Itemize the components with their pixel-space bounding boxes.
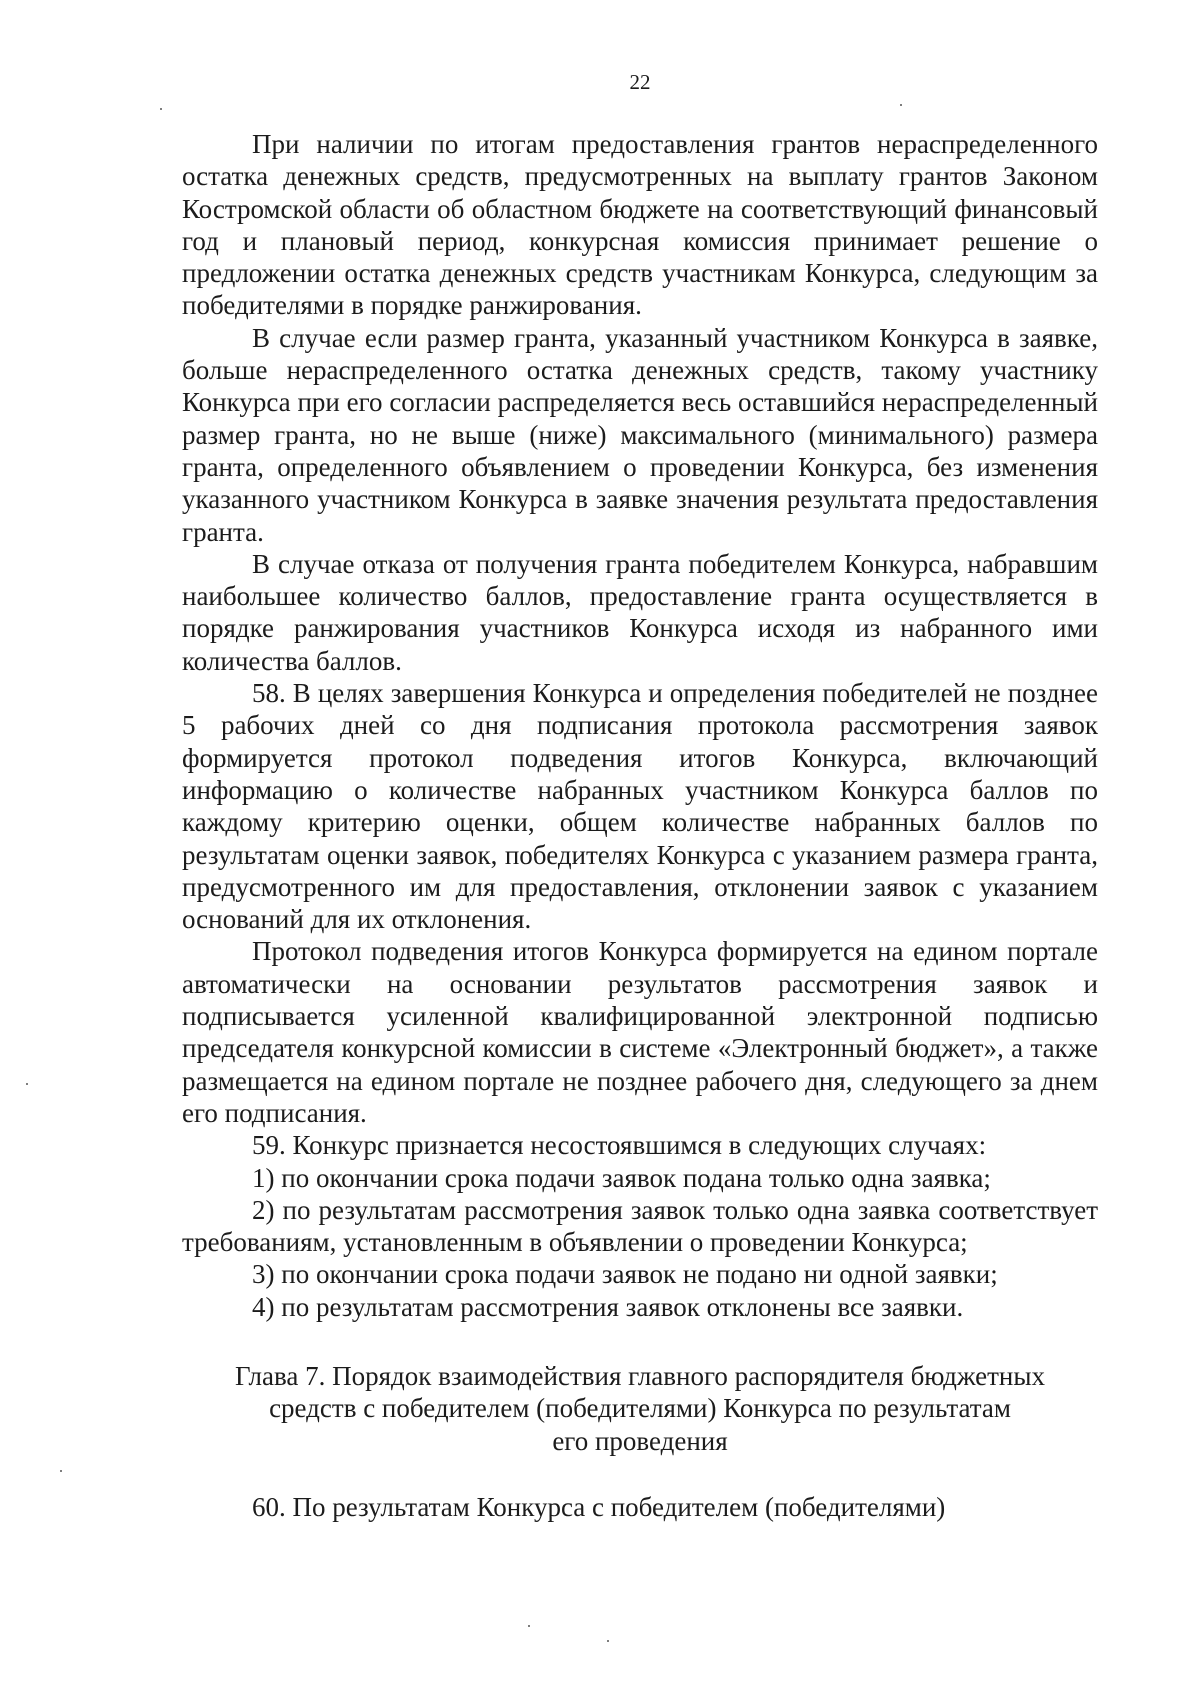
paragraph-remaining-funds: При наличии по итогам предоставления грантов нераспределенного остатка денежных средств, предусмотренных на выплату грантов Законом Костромской области об областном бюджете на соответствующий финансовый год и плановый период, конкурсная комиссия принимает решение о предложении остатка денежных средств участникам Конкурса, следующим за победителями в порядке ранжирования.	[182, 129, 1098, 321]
scan-speck	[60, 1470, 62, 1472]
scan-speck	[528, 1625, 530, 1627]
list-item-59-1: 1) по окончании срока подачи заявок подана только одна заявка;	[252, 1162, 991, 1193]
chapter-heading-line-2: средств с победителем (победителями) Конкурса по результатам	[269, 1393, 1011, 1424]
paragraph-item-60: 60. По результатам Конкурса с победителем (победителями)	[252, 1491, 946, 1522]
paragraph-winner-refusal: В случае отказа от получения гранта победителем Конкурса, набравшим наибольшее количество баллов, предоставление гранта осуществляется в порядке ранжирования участников Конкурса исходя из набранного ими количества баллов.	[182, 548, 1098, 676]
paragraph-protocol-formation: Протокол подведения итогов Конкурса формируется на едином портале автоматически на основании результатов рассмотрения заявок и подписывается усиленной квалифицированной электронной подписью председателя конкурсной комиссии в системе «Электронный бюджет», а также размещается на едином портале не позднее рабочего дня, следующего за днем его подписания.	[182, 936, 1098, 1128]
scan-speck	[26, 1083, 28, 1085]
list-item-59-4: 4) по результатам рассмотрения заявок отклонены все заявки.	[252, 1291, 964, 1322]
list-item-59-3: 3) по окончании срока подачи заявок не подано ни одной заявки;	[252, 1259, 998, 1290]
scan-speck	[607, 1640, 609, 1642]
paragraph-item-59: 59. Конкурс признается несостоявшимся в следующих случаях:	[252, 1130, 987, 1161]
paragraph-grant-size-exceeds: В случае если размер гранта, указанный участником Конкурса в заявке, больше нераспределенного остатка денежных средств, такому участнику Конкурса при его согласии распределяется весь оставшийся нераспределенный размер гранта, но не выше (ниже) максимального (минимального) размера гранта, определенного объявлением о проведении Конкурса, без изменения указанного участником Конкурса в заявке значения результата предоставления гранта.	[182, 322, 1098, 547]
paragraph-item-58: 58. В целях завершения Конкурса и определения победителей не позднее 5 рабочих дней со дня подписания протокола рассмотрения заявок формируется протокол подведения итогов Конкурса, включающий информацию о количестве набранных участником Конкурса баллов по каждому критерию оценки, общем количестве набранных баллов по результатам оценки заявок, победителях Конкурса с указанием размера гранта, предусмотренного им для предоставления, отклонении заявок с указанием оснований для их отклонения.	[182, 678, 1098, 935]
chapter-heading-line-3: его проведения	[552, 1425, 728, 1456]
chapter-heading	[182, 1360, 1098, 1457]
document-body	[182, 128, 1098, 1523]
page-number: 22	[629, 70, 651, 94]
scan-speck	[160, 108, 162, 110]
scan-speck	[900, 104, 902, 106]
chapter-heading-line-1: Глава 7. Порядок взаимодействия главного распорядителя бюджетных	[234, 1360, 1046, 1391]
list-item-59-2: 2) по результатам рассмотрения заявок только одна заявка соответствует требованиям, установленным в объявлении о проведении Конкурса;	[182, 1194, 1098, 1258]
